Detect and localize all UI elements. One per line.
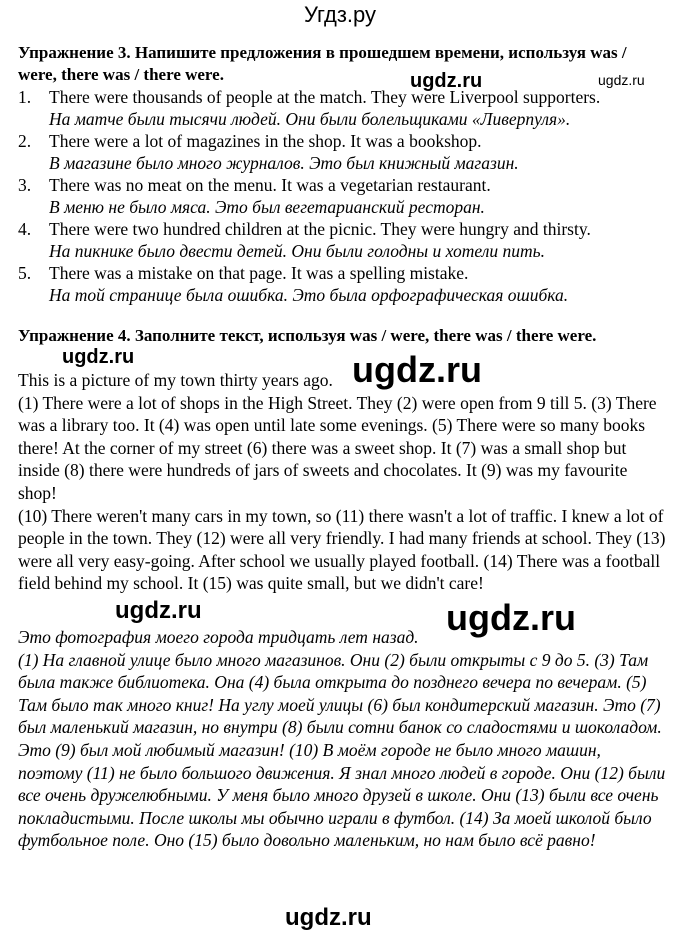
russian-translation: На пикнике было двести детей. Они были голодны и хотели пить. <box>49 241 545 261</box>
russian-translation: В меню не было мяса. Это был вегетарианский ресторан. <box>49 197 485 217</box>
exercise4-heading: Упражнение 4. Заполните текст, используя was / were, there was / there were. <box>18 326 597 345</box>
english-sentence: There were thousands of people at the match. They were Liverpool supporters. <box>49 87 601 107</box>
list-item <box>18 86 668 130</box>
english-sentence: There was no meat on the menu. It was a vegetarian restaurant. <box>49 175 491 195</box>
watermark: ugdz.ru <box>285 904 372 931</box>
russian-text: Это фотография моего города тридцать лет назад. (1) На главной улице было много магазинов. Они (2) были открыты с 9 до 5. (3) Там была также библиотека. Она (4) была открыта до позднего вечера по вечерам. (5) Там было так много книг! На углу моей улицы (6) был кондитерский магазин. Это (7) был маленький магазин, но внутри (8) были сотни банок со сладостями и шоколадом. Это (9) был мой любимый магазин! (10) В моём городе не было много машин, поэтому (11) не было большого движения. Я знал много людей в городе. Они (12) были все очень дружелюбными. У меня было много друзей в школе. Они (13) были все очень покладистыми. После школы мы обычно играли в футбол. (14) За моей школой было футбольное поле. Оно (15) было довольно маленьким, но нам было всё равно! <box>18 627 666 851</box>
item-number: 2. <box>18 131 32 151</box>
item-number: 5. <box>18 263 32 283</box>
russian-translation: На той странице была ошибка. Это была орфографическая ошибка. <box>49 285 569 305</box>
list-item <box>18 218 668 262</box>
list-item <box>18 130 668 174</box>
watermark: ugdz.ru <box>446 597 576 638</box>
english-text: This is a picture of my town thirty years ago. (1) There were a lot of shops in the High Street. They (2) were open from 9 till 5. (3) There was a library too. It (4) was open until late some evenings. (5) There were so many books there! At the corner of my street (6) there was a sweet shop. It (7) was a small shop but inside (8) there were hundreds of jars of sweets and chocolates. It (9) was my favourite shop! (10) There weren't many cars in my town, so (11) there wasn't a lot of traffic. I knew a lot of people in the town. They (12) were all very friendly. I had many friends at school. They (13) were all very easy-going. After school we usually played football. (14) There was a football field behind my school. It (15) was quite small, but we didn't care! <box>18 370 666 594</box>
english-sentence: There were a lot of magazines in the shop. It was a bookshop. <box>49 131 482 151</box>
exercise3-list <box>18 86 668 306</box>
list-item <box>18 174 668 218</box>
watermark: ugdz.ru <box>62 346 135 368</box>
watermark: ugdz.ru <box>598 72 645 88</box>
english-sentence: There was a mistake on that page. It was a spelling mistake. <box>49 263 469 283</box>
watermark: ugdz.ru <box>410 70 483 92</box>
watermark: ugdz.ru <box>352 349 482 390</box>
watermark: ugdz.ru <box>115 597 202 624</box>
russian-translation: На матче были тысячи людей. Они были болельщиками «Ливерпуля». <box>49 109 571 129</box>
item-number: 1. <box>18 87 32 107</box>
exercise3-heading: Упражнение 3. Напишите предложения в прошедшем времени, используя was / were, there was / there were. <box>18 43 627 84</box>
site-title: Угдз.ру <box>303 2 377 27</box>
item-number: 3. <box>18 175 32 195</box>
item-number: 4. <box>18 219 32 239</box>
english-sentence: There were two hundred children at the picnic. They were hungry and thirsty. <box>49 219 591 239</box>
list-item <box>18 262 668 306</box>
russian-translation: В магазине было много журналов. Это был книжный магазин. <box>49 153 519 173</box>
